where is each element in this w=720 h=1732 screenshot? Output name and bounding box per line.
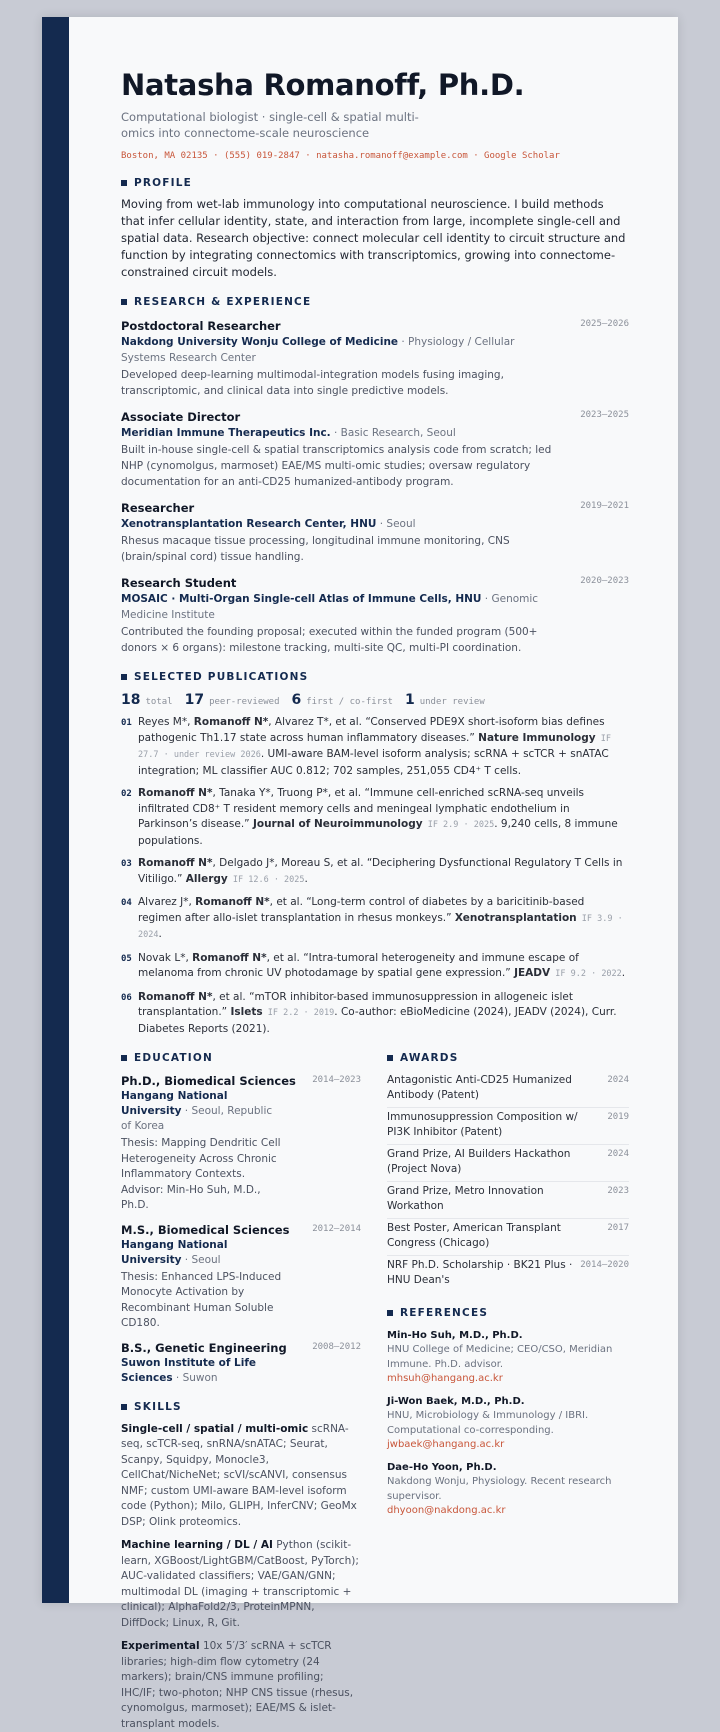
stat-under-review: 1 under review [404,692,485,708]
experience-item [121,318,629,399]
degree: M.S., Biomedical Sciences [121,1222,290,1237]
award-item: Grand Prize, AI Builders Hackathon (Project Nova) 2024 [387,1145,629,1182]
candidate-name: Natasha Romanoff, Ph.D. [121,68,525,102]
job-org: MOSAIC · Multi-Organ Single-cell Atlas of Immune Cells, HNU · Genomic Medicine Institute [121,593,539,621]
award-item: Grand Prize, Metro Innovation Workathon 2023 [387,1182,629,1219]
square-bullet-icon [121,1055,127,1061]
square-bullet-icon [387,1055,393,1061]
publication-stats [121,692,629,708]
education-date: 2008–2012 [312,1341,361,1352]
resume-sheet [42,17,678,1730]
two-column-area [121,1037,629,1732]
square-bullet-icon [121,299,127,305]
reference-email-link[interactable]: jwbaek@hangang.ac.kr [387,1439,505,1450]
reference-name: Min-Ho Suh, M.D., Ph.D. [387,1330,523,1341]
section-heading-profile: PROFILE [121,176,629,190]
job-description: Developed deep-learning multimodal-integration models fusing imaging, transcriptomic, and clinical data into single predictive models. [121,369,504,397]
square-bullet-icon [121,1404,127,1410]
award-item: Antagonistic Anti-CD25 Humanized Antibody (Patent) 2024 [387,1071,629,1108]
square-bullet-icon [121,180,127,186]
section-heading-publications: SELECTED PUBLICATIONS [121,670,629,684]
award-item: Best Poster, American Transplant Congress (Chicago) 2017 [387,1219,629,1256]
job-description: Rhesus macaque tissue processing, longitudinal immune monitoring, CNS (brain/spinal cord) tissue handling. [121,535,510,563]
job-title: Research Student [121,576,237,590]
job-org: Xenotransplantation Research Center, HNU · Seoul [121,518,416,530]
tagline: Computational biologist · single-cell & spatial multi-omics into connectome-scale neuroscience [121,110,419,140]
profile-text: Moving from wet-lab immunology into computational neuroscience. I build methods that infer cellular identity, state, and interaction from large, incomplete single-cell and spatial data. Research objective: connect molecular cell identity to circuit structure and function by integrating connectomics with transcriptomics, growing into connectome-constrained circuit models. [121,197,626,279]
reference-description: Nakdong Wonju, Physiology. Recent research supervisor. [387,1476,612,1502]
education-item [121,1341,361,1386]
publication-item: 04 Alvarez J*, Romanoff N*, et al. “Long-term control of diabetes by a baricitinib-based regimen after allo-islet transplantation in rhesus monkeys.” Xenotransplantation IF 3.9 · 2024. [121,896,623,940]
skill-group: Experimental 10x 5′/3′ scRNA + scTCR libraries; high-dim flow cytometry (24 markers); brain/CNS immune profiling; IHC/IF; two-photon; NHP CNS tissue (rhesus, cynomolgus, marmoset); EAE/MS & islet-transplant models. [121,1640,354,1730]
job-description: Contributed the founding proposal; executed within the funded program (500+ donors × 6 organs): milestone tracking, multi-site QC, multi-PI coordination. [121,626,538,654]
accent-rail [42,17,69,1603]
skill-group: Single-cell / spatial / multi-omic scRNA-seq, scTCR-seq, snRNA/snATAC; Seurat, Scanpy, Squidpy, Monocle3, CellChat/NicheNet; scVI/scANVI, consensus NMF; custom UMI-aware BAM-level isoform code (Python); Milo, GLIPH, InferCNV; GeoMx DSP; Olink proteomics. [121,1422,357,1528]
reference-item [387,1394,629,1452]
experience-item [121,409,629,490]
award-item: Immunosuppression Composition w/ PI3K Inhibitor (Patent) 2019 [387,1108,629,1145]
job-title: Associate Director [121,410,241,424]
job-org: Nakdong University Wonju College of Medicine · Physiology / Cellular Systems Research Center [121,336,515,364]
right-column [387,1037,629,1732]
section-heading-education: EDUCATION [121,1051,361,1065]
reference-item [387,1460,629,1518]
publication-item: 01 Reyes M*, Romanoff N*, Alvarez T*, et al. “Conserved PDE9X short-isoform bias defines pathogenic Th1.17 state across human inflammatory diseases.” Nature Immunology IF 27.7 · under review 2026. UMI-aware BAM-level isoform analysis; scRNA + scTCR + snATAC integration; ML classifier AUC 0.812; 702 samples, 251,055 CD4⁺ T cells. [121,716,611,777]
reference-description: HNU College of Medicine; CEO/CSO, Meridian Immune. Ph.D. advisor. [387,1344,613,1370]
publication-item: 02 Romanoff N*, Tanaka Y*, Truong P*, et al. “Immune cell-enriched scRNA-seq unveils infiltrated CD8⁺ T resident memory cells and meningeal lymphatic endothelium in Parkinson’s disease.” Journal of Neuroimmunology IF 2.9 · 2025. 9,240 cells, 8 immune populations. [121,787,618,847]
job-title: Researcher [121,501,195,515]
education-item [121,1223,361,1332]
publication-list [121,715,629,1037]
square-bullet-icon [387,1310,393,1316]
school: Suwon Institute of Life Sciences · Suwon [121,1356,257,1384]
publication-item: 03 Romanoff N*, Delgado J*, Moreau S, et al. “Deciphering Dysfunctional Regulatory T Cells in Vitiligo.” Allergy IF 12.6 · 2025. [121,857,623,885]
section-heading-experience: RESEARCH & EXPERIENCE [121,295,629,309]
education-item [121,1074,361,1214]
education-date: 2012–2014 [312,1223,361,1234]
publication-item: 06 Romanoff N*, et al. “mTOR inhibitor-based immunosuppression in allogeneic islet transplantation.” Islets IF 2.2 · 2019. Co-author: eBioMedicine (2024), JEADV (2024), Curr. Diabetes Reports (2021). [121,990,617,1035]
job-date: 2020–2023 [580,576,629,586]
reference-email-link[interactable]: mhsuh@hangang.ac.kr [387,1373,503,1384]
publication-item: 05 Novak L*, Romanoff N*, et al. “Intra-tumoral heterogeneity and immune escape of melanoma from chronic UV photodamage by spatial gene expression.” JEADV IF 9.2 · 2022. [121,951,626,979]
experience-list [121,318,629,656]
degree: Ph.D., Biomedical Sciences [121,1074,296,1088]
award-item: NRF Ph.D. Scholarship · BK21 Plus · HNU Dean's 2014–2020 [387,1259,629,1286]
school: Hangang National University · Seoul [121,1238,228,1266]
square-bullet-icon [121,674,127,680]
job-date: 2023–2025 [580,410,629,420]
experience-item [121,500,629,565]
stat-peer-reviewed: 17 peer-reviewed [184,692,280,708]
skill-group: Machine learning / DL / AI Python (scikit-learn, XGBoost/LightGBM/CatBoost, PyTorch); AUC-validated classifiers; VAE/GAN/GNN; multimodal DL (imaging + transcriptomic + clinical); AlphaFold2/3, ProteinMPNN, DiffDock; Linux, R, Git. [121,1539,359,1629]
experience-item [121,575,629,656]
reference-name: Ji-Won Baek, M.D., Ph.D. [387,1396,525,1407]
reference-item [387,1328,629,1386]
reference-name: Dae-Ho Yoon, Ph.D. [387,1462,497,1473]
reference-description: HNU, Microbiology & Immunology / IBRI. Computational co-corresponding. [387,1410,589,1436]
job-org: Meridian Immune Therapeutics Inc. · Basic Research, Seoul [121,427,456,439]
contact-line: Boston, MA 02135 · (555) 019-2847 · natasha.romanoff@example.com · Google Scholar [121,151,560,161]
section-heading-references: REFERENCES [387,1306,629,1320]
education-date: 2014–2023 [312,1075,361,1085]
degree: B.S., Genetic Engineering [121,1340,287,1355]
resume-content [121,67,629,1732]
thesis: Thesis: Enhanced LPS-Induced Monocyte Activation by Recombinant Human Soluble CD180. [121,1270,282,1329]
section-heading-skills: SKILLS [121,1400,361,1414]
stat-total: 18 total [121,692,173,708]
job-description: Built in-house single-cell & spatial transcriptomics analysis code from scratch; led NHP (cynomolgus, marmoset) EAE/MS multi-omic studies; oversaw regulatory documentation for an anti-CD25 humanized-antibody program. [121,444,552,488]
job-title: Postdoctoral Researcher [121,319,281,333]
left-column [121,1037,361,1732]
awards-list [387,1071,629,1292]
school: Hangang National University · Seoul, Republic of Korea [121,1090,273,1132]
stat-first-author: 6 first / co-first [291,692,393,708]
section-heading-awards: AWARDS [387,1051,629,1065]
job-date: 2019–2021 [580,501,629,511]
reference-email-link[interactable]: dhyoon@nakdong.ac.kr [387,1505,506,1516]
thesis: Thesis: Mapping Dendritic Cell Heterogeneity Across Chronic Inflammatory Contexts. Advisor: Min-Ho Suh, M.D., Ph.D. [121,1137,281,1211]
job-date: 2025–2026 [580,319,629,329]
